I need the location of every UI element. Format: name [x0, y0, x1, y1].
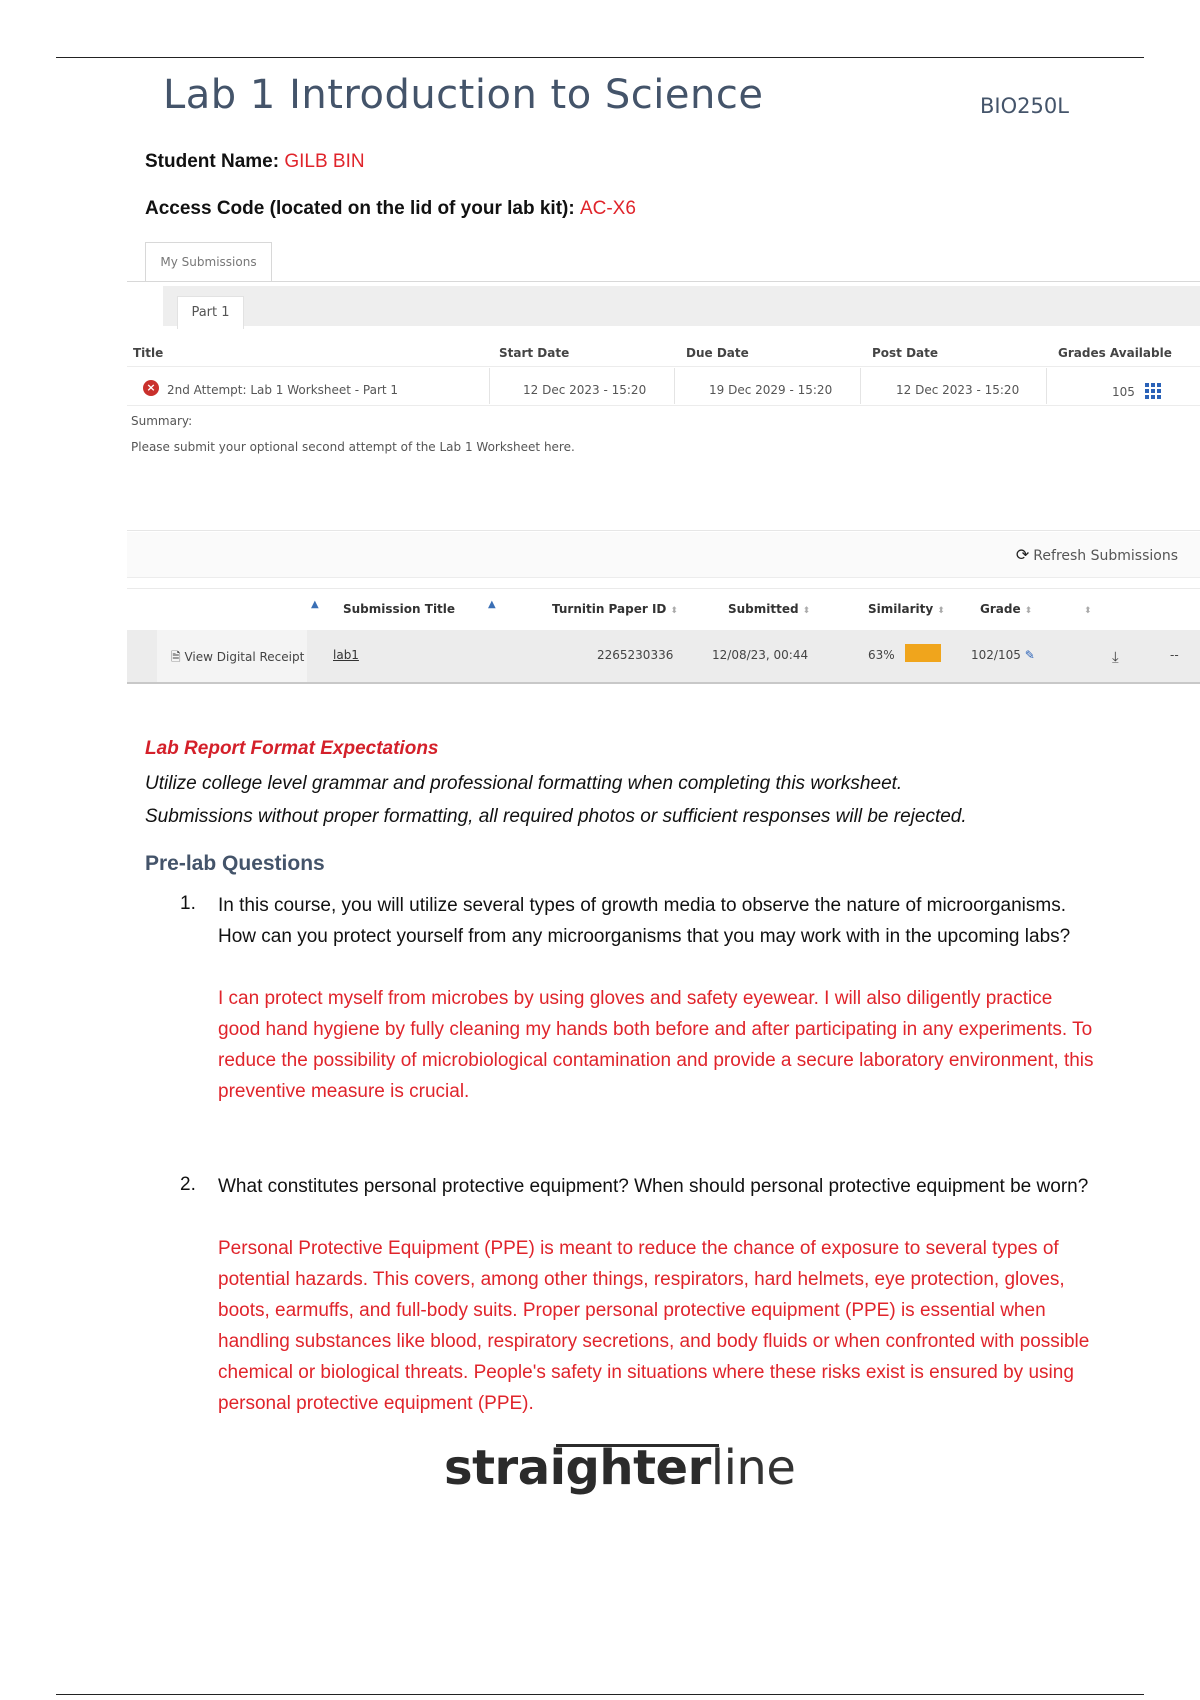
- download-icon[interactable]: ⤓: [1112, 648, 1119, 666]
- summary-text: Please submit your optional second attempt of the Lab 1 Worksheet here.: [131, 440, 575, 454]
- sort-up-icon[interactable]: ▲: [488, 599, 496, 610]
- cell-divider: [674, 368, 675, 404]
- sort-icon: ⬍: [670, 606, 678, 616]
- cell-divider: [860, 368, 861, 404]
- tab-divider: [127, 281, 1200, 282]
- view-receipt-label: View Digital Receipt: [184, 650, 305, 664]
- student-name-line: [145, 151, 365, 173]
- refresh-icon: ⟳: [1015, 545, 1030, 564]
- bottom-rule: [56, 1694, 1144, 1695]
- refresh-submissions-button[interactable]: [1016, 545, 1178, 564]
- view-receipt-link[interactable]: [171, 648, 304, 669]
- access-code-value: AC-X6: [579, 198, 636, 219]
- prelab-heading: Pre-lab Questions: [145, 852, 325, 875]
- access-code-label: Access Code (located on the lid of your lab kit):: [145, 198, 575, 219]
- part-tab-bar: [163, 286, 1200, 326]
- col-submitted-label: Submitted: [728, 602, 799, 616]
- question-2-number: 2.: [180, 1174, 196, 1195]
- straighterline-logo: [444, 1440, 795, 1496]
- submission-title-link[interactable]: lab1: [333, 648, 359, 662]
- submission-screenshot: [127, 240, 1200, 685]
- col-similarity[interactable]: [868, 602, 945, 616]
- sort-icon: ⬍: [937, 606, 945, 616]
- question-1-text: In this course, you will utilize several types of growth media to observe the nature of microorganisms. How can you protect yourself from any microorganisms that you may work with in the upcoming labs?: [218, 895, 1071, 947]
- assignment-title[interactable]: 2nd Attempt: Lab 1 Worksheet - Part 1: [167, 383, 399, 397]
- sort-icon: ⬍: [802, 606, 811, 616]
- course-code: BIO250L: [980, 94, 1069, 118]
- col-grade[interactable]: [980, 602, 1032, 616]
- row-divider: [127, 405, 1200, 406]
- col-submission-title[interactable]: Submission Title: [343, 602, 456, 616]
- grade-value[interactable]: [971, 648, 1035, 662]
- col-title-header: Title: [133, 346, 164, 360]
- cell-divider: [1046, 368, 1047, 404]
- document-title: Lab 1 Introduction to Science: [163, 72, 764, 118]
- col-start-header: Start Date: [499, 346, 570, 360]
- col-grade-label: Grade: [980, 602, 1021, 616]
- col-grades-header: Grades Available: [1058, 346, 1172, 360]
- sort-icon: ⬍: [1024, 606, 1033, 616]
- sort-up-icon[interactable]: ▲: [311, 599, 319, 610]
- refresh-label: Refresh Submissions: [1033, 548, 1178, 564]
- panel-divider: [127, 530, 1200, 531]
- tab-my-submissions[interactable]: My Submissions: [145, 242, 272, 281]
- logo-light-text: line: [710, 1440, 796, 1496]
- answer-1-text: I can protect myself from microbes by using gloves and safety eyewear. I will also diligently practice good hand hygiene by fully cleaning my hands both before and after participating in any experiments. To reduce the possibility of microbiological contamination and provide a secure laboratory environment, this preventive measure is crucial.: [218, 988, 1094, 1102]
- submitted-value: 12/08/23, 00:44: [712, 648, 809, 662]
- col-due-header: Due Date: [686, 346, 749, 360]
- format-line-1: Utilize college level grammar and professional formatting when completing this worksheet.: [145, 773, 903, 794]
- col-submitted[interactable]: [728, 602, 810, 616]
- row-divider: [127, 366, 1200, 367]
- col-similarity-label: Similarity: [868, 602, 934, 616]
- error-icon: ×: [143, 380, 159, 396]
- col-paper-id-label: Turnitin Paper ID: [552, 602, 667, 616]
- cell-divider: [489, 368, 490, 404]
- question-2-text: What constitutes personal protective equipment? When should personal protective equipment be worn?: [218, 1176, 1089, 1197]
- col-post-header: Post Date: [872, 346, 939, 360]
- format-heading: Lab Report Format Expectations: [145, 738, 439, 759]
- sort-icon: ⬍: [1084, 606, 1092, 616]
- similarity-value[interactable]: 63%: [868, 648, 895, 662]
- student-name-value: GILB BIN: [284, 151, 365, 172]
- receipt-icon: 🗎: [171, 650, 185, 664]
- col-paper-id[interactable]: [552, 602, 678, 616]
- assignment-start: 12 Dec 2023 - 15:20: [523, 383, 647, 397]
- more-options[interactable]: --: [1170, 648, 1179, 662]
- grades-available-value: 105: [1112, 385, 1135, 399]
- grade-value-text: 102/105: [971, 648, 1021, 662]
- assignment-post: 12 Dec 2023 - 15:20: [896, 383, 1020, 397]
- col-extra-sort[interactable]: [1080, 602, 1092, 616]
- tab-part-1[interactable]: Part 1: [177, 296, 244, 329]
- question-1-number: 1.: [180, 893, 196, 914]
- grades-available: [1112, 383, 1161, 399]
- top-rule: [56, 57, 1144, 58]
- pencil-icon[interactable]: ✎: [1024, 648, 1035, 662]
- student-name-label: Student Name:: [145, 151, 280, 172]
- similarity-bar[interactable]: [905, 644, 941, 662]
- access-code-line: [145, 198, 636, 220]
- grade-grid-icon[interactable]: [1145, 383, 1161, 399]
- format-line-2: Submissions without proper formatting, all required photos or sufficient responses will be rejected.: [145, 806, 967, 827]
- paper-id-value: 2265230336: [597, 648, 674, 662]
- summary-label: Summary:: [131, 414, 193, 428]
- answer-2-text: Personal Protective Equipment (PPE) is meant to reduce the chance of exposure to several types of potential hazards. This covers, among other things, respirators, hard helmets, eye protection, gloves, boots, earmuffs, and full-body suits. Proper personal protective equipment (PPE) is essential when handling substances like blood, respiratory secretions, and body fluids or when confronted with possible chemical or biological threats. People's safety in situations where these risks exist is ensured by using personal protective equipment (PPE).: [218, 1238, 1090, 1414]
- logo-bold-text: straighter: [444, 1440, 711, 1496]
- assignment-due: 19 Dec 2029 - 15:20: [709, 383, 833, 397]
